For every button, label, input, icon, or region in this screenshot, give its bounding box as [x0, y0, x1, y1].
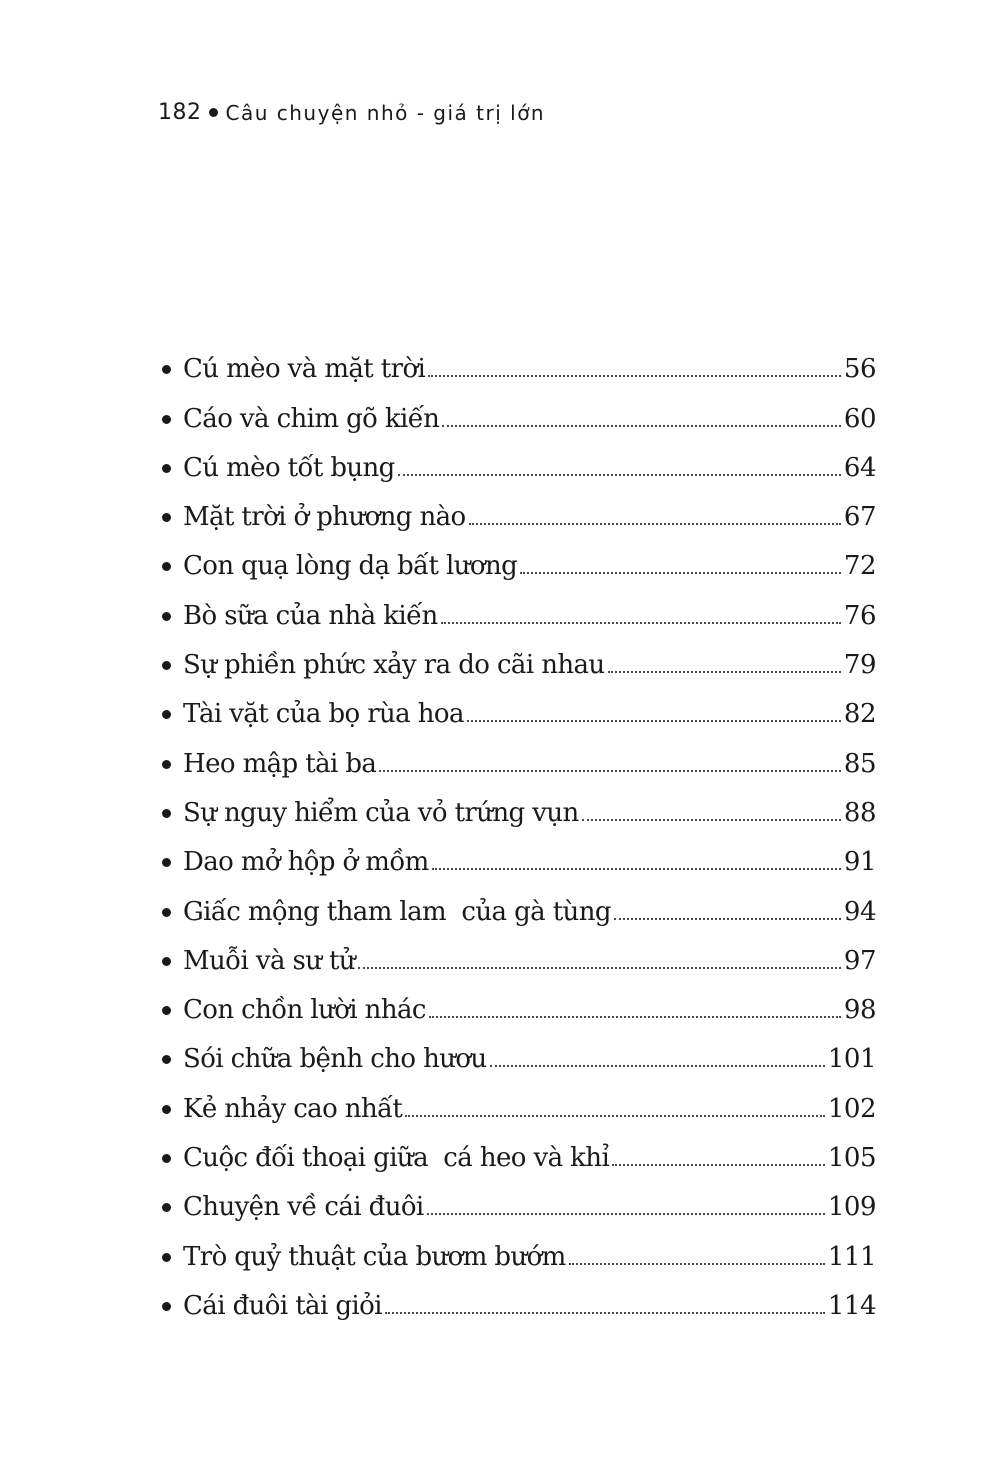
- toc-entry-page: 88: [843, 797, 876, 828]
- toc-entry-title: Bò sữa của nhà kiến: [183, 600, 438, 631]
- toc-entry[interactable]: [160, 1124, 876, 1173]
- toc-entry-title: Con quạ lòng dạ bất lương: [183, 551, 518, 582]
- toc-entry-title: Cáo và chim gõ kiến: [183, 403, 440, 434]
- toc-entry[interactable]: [160, 1272, 876, 1321]
- toc-entry-title: Cú mèo tốt bụng: [183, 452, 395, 483]
- toc-entry-page: 82: [843, 699, 876, 730]
- dot-leader: [432, 868, 841, 870]
- toc-entry[interactable]: [160, 828, 876, 877]
- toc-entry-title: Kẻ nhảy cao nhất: [183, 1093, 403, 1124]
- bullet-icon: [162, 1253, 171, 1262]
- toc-entry[interactable]: [160, 927, 876, 976]
- bullet-icon: [162, 365, 171, 374]
- toc-entry[interactable]: [160, 729, 876, 778]
- toc-entry-title: Cái đuôi tài giỏi: [183, 1290, 382, 1321]
- toc-entry-page: 102: [827, 1093, 876, 1124]
- toc-entry-title: Dao mở hộp ở mồm: [183, 847, 429, 878]
- toc-entry[interactable]: [160, 581, 876, 630]
- dot-leader: [469, 523, 841, 525]
- toc-entry[interactable]: [160, 1222, 876, 1271]
- toc-entry-page: 67: [843, 502, 876, 533]
- dot-leader: [608, 671, 841, 673]
- toc-entry[interactable]: [160, 877, 876, 926]
- toc-entry[interactable]: [160, 631, 876, 680]
- toc-entry-title: Giấc mộng tham lam của gà tùng: [183, 896, 611, 927]
- dot-leader: [405, 1115, 825, 1117]
- toc-entry[interactable]: [160, 1173, 876, 1222]
- bullet-icon: [162, 661, 171, 670]
- toc-entry-page: 64: [843, 452, 876, 483]
- toc-entry-title: Trò quỷ thuật của bươm bướm: [183, 1241, 566, 1272]
- dot-leader: [427, 1213, 825, 1215]
- dot-leader: [614, 918, 841, 920]
- toc-entry-title: Con chồn lười nhác: [183, 995, 426, 1026]
- bullet-icon: [162, 513, 171, 522]
- toc-entry-page: 60: [843, 403, 876, 434]
- toc-entry-title: Cuộc đối thoại giữa cá heo và khỉ: [183, 1143, 610, 1174]
- toc-entry-title: Sự nguy hiểm của vỏ trứng vụn: [183, 797, 579, 828]
- toc-entry-page: 101: [827, 1044, 876, 1075]
- toc-entry-title: Chuyện về cái đuôi: [183, 1192, 424, 1223]
- running-header: [158, 100, 545, 125]
- dot-leader: [429, 1016, 841, 1018]
- toc-entry[interactable]: [160, 779, 876, 828]
- dot-leader: [385, 1312, 825, 1314]
- toc-entry-page: 56: [843, 354, 876, 385]
- toc-entry-page: 98: [843, 995, 876, 1026]
- toc-entry-page: 79: [843, 650, 876, 681]
- toc-entry-page: 72: [843, 551, 876, 582]
- bullet-icon: [162, 1055, 171, 1064]
- toc-entry-title: Sói chữa bệnh cho hươu: [183, 1044, 487, 1075]
- dot-leader: [569, 1263, 825, 1265]
- toc-entry[interactable]: [160, 680, 876, 729]
- bullet-icon: [162, 1105, 171, 1114]
- bullet-icon: [162, 1302, 171, 1311]
- bullet-icon: [162, 957, 171, 966]
- dot-leader: [582, 819, 841, 821]
- toc-entry[interactable]: [160, 532, 876, 581]
- bullet-icon: [162, 710, 171, 719]
- separator-dot-icon: [209, 108, 218, 117]
- toc-entry[interactable]: [160, 384, 876, 433]
- toc-entry-title: Sự phiền phức xảy ra do cãi nhau: [183, 650, 605, 681]
- toc-entry-page: 85: [843, 748, 876, 779]
- dot-leader: [467, 720, 841, 722]
- toc-entry-page: 76: [843, 600, 876, 631]
- toc-entry-title: Cú mèo và mặt trời: [183, 354, 426, 385]
- dot-leader: [520, 572, 841, 574]
- book-title: Câu chuyện nhỏ - giá trị lớn: [225, 100, 546, 125]
- bullet-icon: [162, 612, 171, 621]
- dot-leader: [490, 1065, 825, 1067]
- dot-leader: [442, 425, 841, 427]
- bullet-icon: [162, 1203, 171, 1212]
- bullet-icon: [162, 908, 171, 917]
- bullet-icon: [162, 415, 171, 424]
- bullet-icon: [162, 809, 171, 818]
- bullet-icon: [162, 562, 171, 571]
- toc-entry[interactable]: [160, 434, 876, 483]
- toc-entry-page: 94: [843, 896, 876, 927]
- dot-leader: [379, 770, 841, 772]
- toc-entry-page: 105: [827, 1143, 876, 1174]
- bullet-icon: [162, 1154, 171, 1163]
- toc-entry-title: Tài vặt của bọ rùa hoa: [183, 699, 464, 730]
- toc-entry[interactable]: [160, 976, 876, 1025]
- toc-entry-page: 111: [827, 1241, 876, 1272]
- toc-entry-title: Muỗi và sư tử: [183, 945, 356, 976]
- toc-entry[interactable]: [160, 1025, 876, 1074]
- toc-entry-title: Heo mập tài ba: [183, 748, 377, 779]
- toc-entry-page: 91: [843, 847, 876, 878]
- bullet-icon: [162, 1006, 171, 1015]
- bullet-icon: [162, 760, 171, 769]
- toc-entry-page: 114: [827, 1290, 876, 1321]
- toc-entry[interactable]: [160, 483, 876, 532]
- bullet-icon: [162, 858, 171, 867]
- dot-leader: [441, 622, 841, 624]
- toc-entry[interactable]: [160, 335, 876, 384]
- table-of-contents: [160, 335, 876, 1321]
- dot-leader: [358, 967, 841, 969]
- dot-leader: [428, 375, 841, 377]
- toc-entry[interactable]: [160, 1074, 876, 1123]
- dot-leader: [612, 1164, 825, 1166]
- dot-leader: [398, 474, 841, 476]
- bullet-icon: [162, 464, 171, 473]
- page-number: 182: [158, 100, 202, 125]
- toc-entry-title: Mặt trời ở phương nào: [183, 502, 466, 533]
- toc-entry-page: 109: [827, 1192, 876, 1223]
- toc-entry-page: 97: [843, 945, 876, 976]
